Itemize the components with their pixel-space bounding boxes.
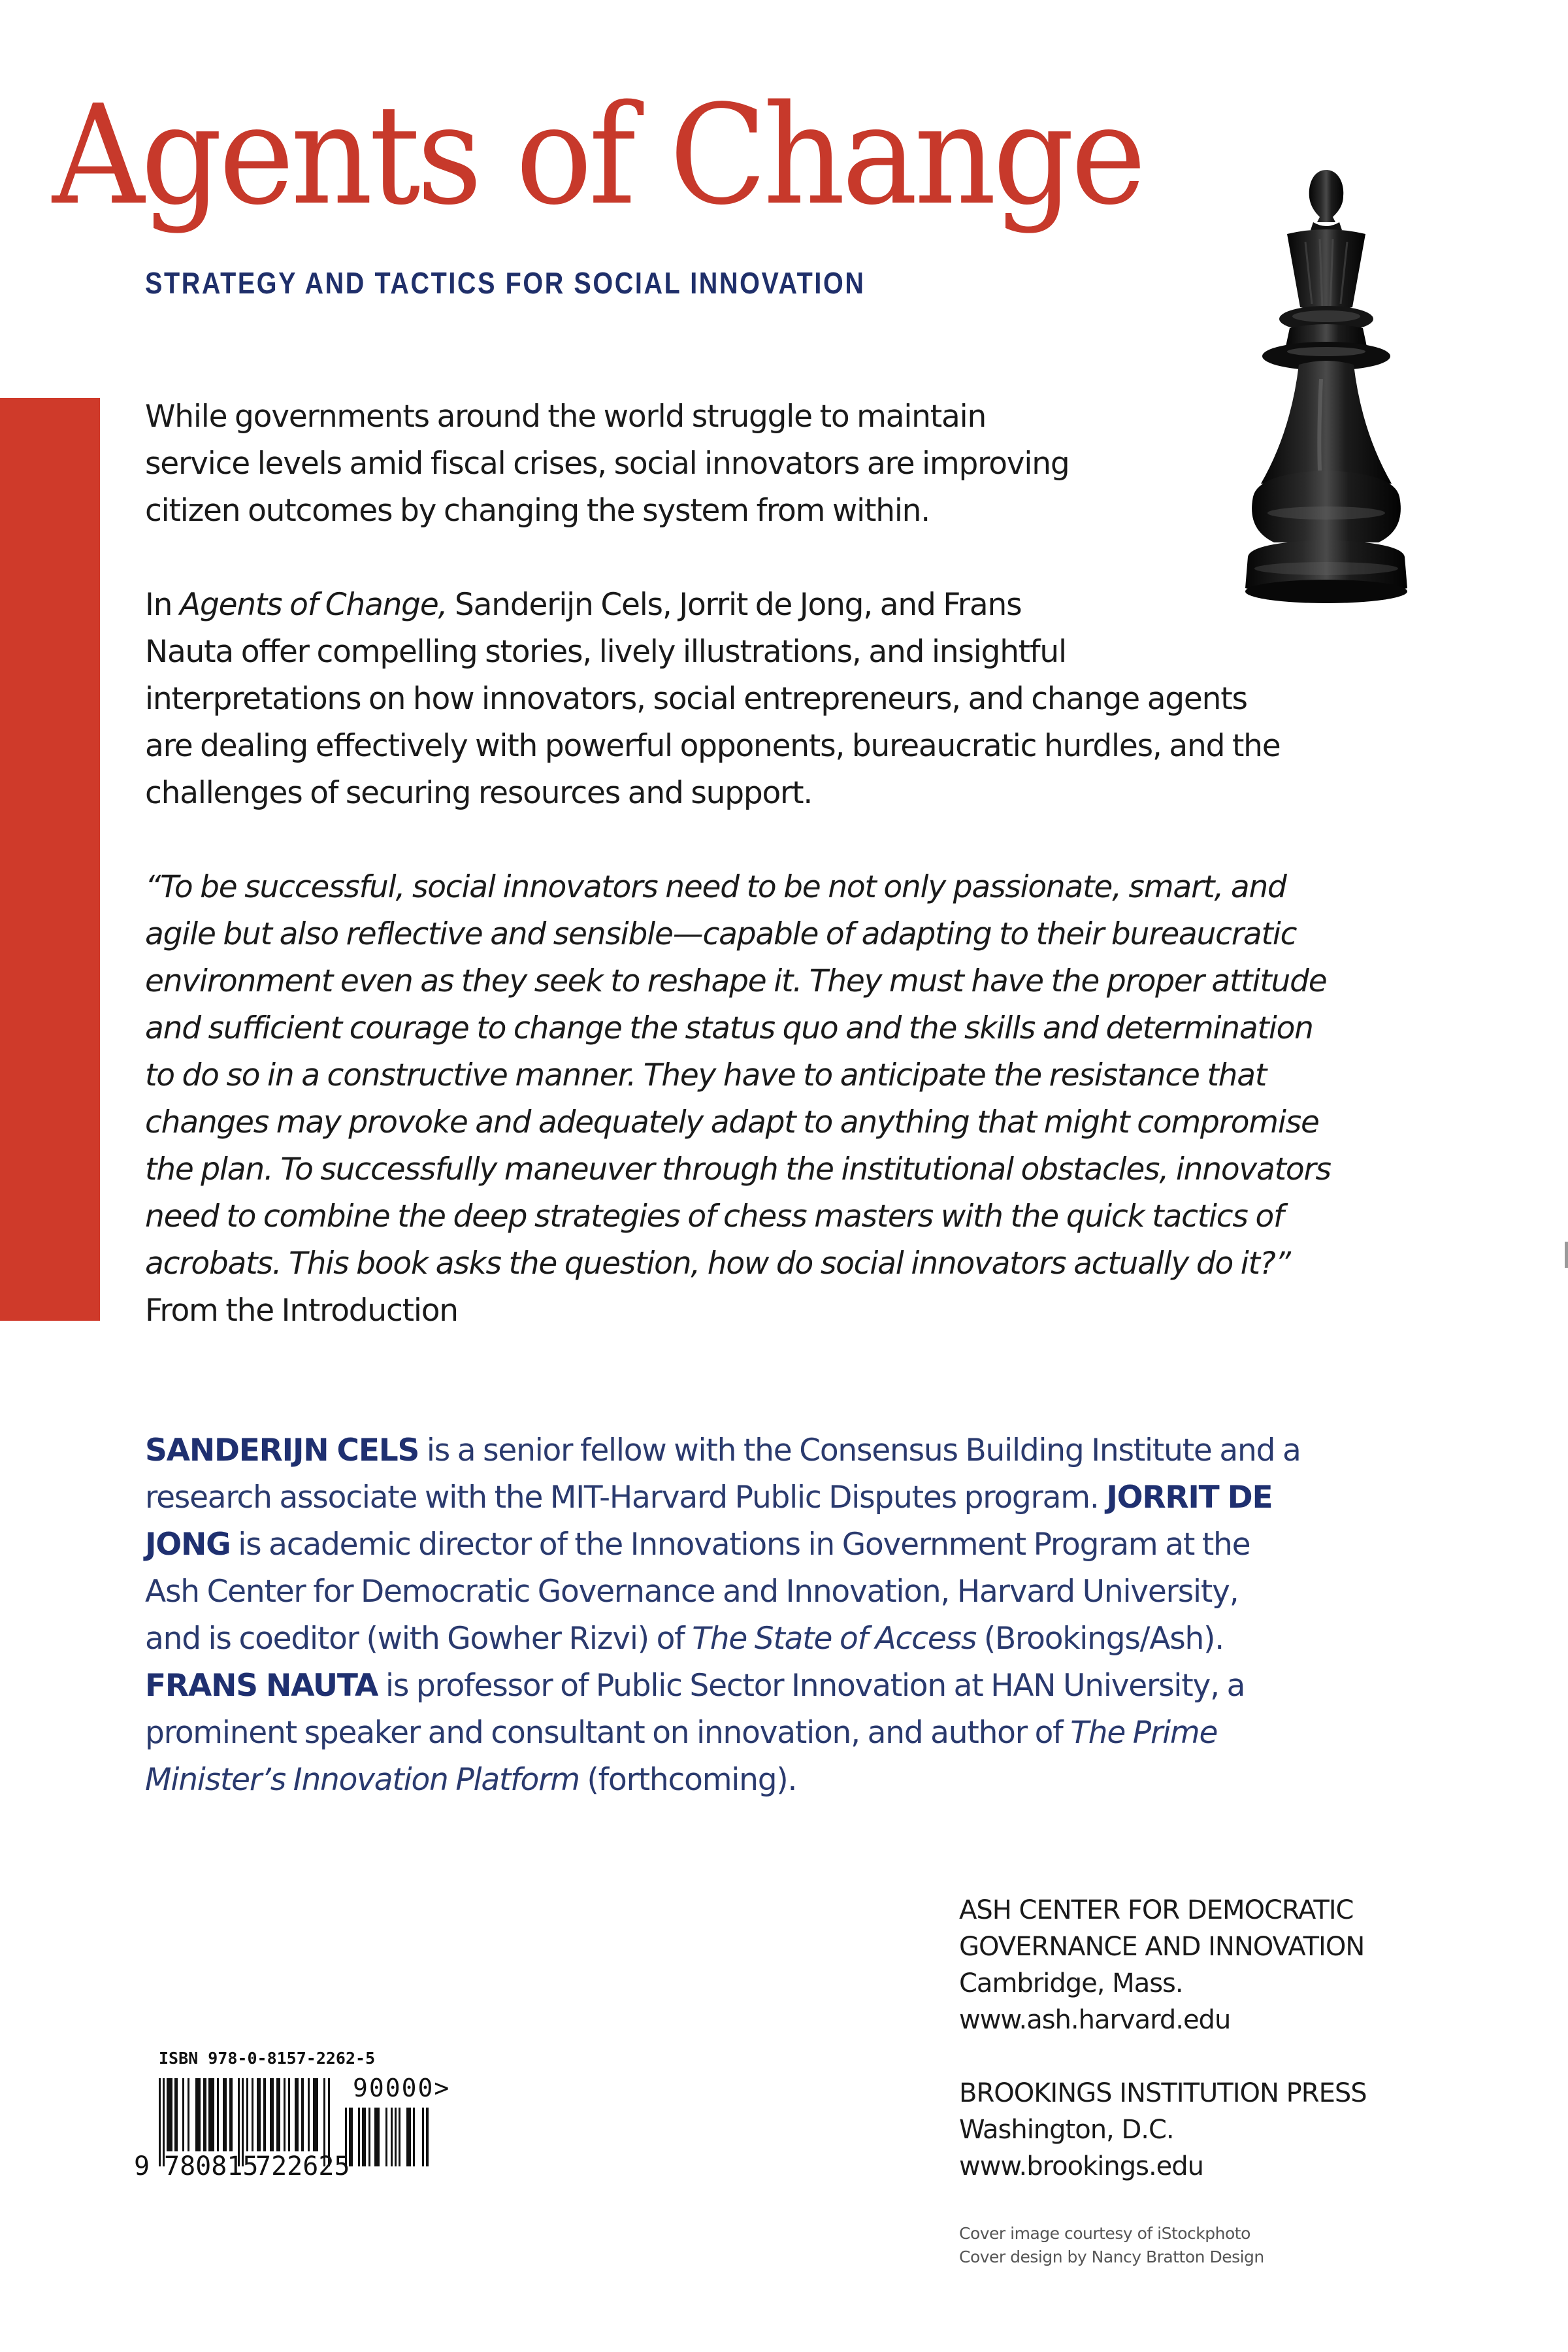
isbn-label: ISBN 978-0-8157-2262-5 [159,2049,376,2068]
book-title-italic: Agents of Change, [180,587,448,623]
publisher-location: Cambridge, Mass. [959,1968,1183,1998]
text-line: Nauta offer compelling stories, lively illustrations, and insightful [145,634,1066,670]
text-run: is a senior fellow with the Consensus Building Institute and a [419,1433,1301,1468]
chess-king-icon [1222,157,1431,627]
isbn-barcode [134,2049,461,2193]
publisher-website: www.brookings.edu [959,2151,1204,2181]
description-paragraph-1 [145,393,1164,535]
book-title-italic: The Prime [1070,1715,1218,1751]
bio-line [145,1710,1426,1757]
bio-line [145,1615,1426,1663]
price-addon-code: 90000> [353,2074,451,2102]
publisher-ash-center [959,1892,1367,2038]
text-line: citizen outcomes by changing the system from within. [145,493,930,529]
ean-group-1: 780815 [164,2151,259,2181]
bio-line [145,1521,1426,1568]
quote-attribution: From the Introduction [145,1293,458,1329]
publisher-location: Washington, D.C. [959,2115,1174,2145]
image-credit: Cover image courtesy of iStockphoto [959,2224,1250,2243]
scan-edge-artifact [1565,1242,1568,1268]
publisher-website: www.ash.harvard.edu [959,2005,1231,2035]
author-name: JONG [145,1527,231,1563]
bio-line [145,1663,1426,1710]
text-run: and is coeditor (with Gowher Rizvi) of [145,1621,693,1657]
author-name: JORRIT DE [1106,1480,1273,1516]
quote-line: the plan. To successfully maneuver through the institutional obstacles, innovators [145,1151,1331,1187]
publisher-name: GOVERNANCE AND INNOVATION [959,1932,1365,1962]
text-run: prominent speaker and consultant on innovation, and author of [145,1715,1071,1751]
book-title: Agents of Change [52,75,1143,235]
book-title-italic: The State of Access [692,1621,977,1657]
quote-line: changes may provoke and adequately adapt to anything that might compromise [145,1104,1319,1140]
text-line: challenges of securing resources and support. [145,775,813,811]
publisher-name: BROOKINGS INSTITUTION PRESS [959,2078,1367,2108]
ean-lead-digit: 9 [134,2151,150,2181]
text-line: service levels amid fiscal crises, social innovators are improving [145,446,1070,482]
introduction-quote [145,864,1426,1334]
quote-line: environment even as they seek to reshape it. They must have the proper attitude [145,963,1327,999]
bio-line [145,1757,1426,1804]
ean-digits [134,2152,350,2181]
quote-line: and sufficient courage to change the status quo and the skills and determination [145,1010,1313,1046]
quote-line: acrobats. This book asks the question, how do social innovators actually do it?” [145,1246,1290,1282]
text-run: (forthcoming). [579,1762,797,1798]
book-subtitle: STRATEGY AND TACTICS FOR SOCIAL INNOVATION [145,266,866,300]
text-run: In [145,587,180,623]
publisher-brookings [959,2075,1367,2185]
author-name: FRANS NAUTA [145,1668,378,1704]
text-run: research associate with the MIT-Harvard Public Disputes program. [145,1480,1107,1516]
publisher-info [959,1892,1367,2185]
text-line: interpretations on how innovators, social entrepreneurs, and change agents [145,681,1247,717]
text-line: While governments around the world struggle to maintain [145,399,987,435]
ean-group-2: 722625 [255,2151,350,2181]
text-run: Sanderijn Cels, Jorrit de Jong, and Frans [447,587,1022,623]
bio-line [145,1474,1426,1521]
addon-barcode-bars-icon [345,2108,433,2166]
bio-line [145,1427,1426,1474]
publisher-name: ASH CENTER FOR DEMOCRATIC [959,1895,1354,1925]
quote-line: agile but also reflective and sensible—capable of adapting to their bureaucratic [145,916,1297,952]
author-name: SANDERIJN CELS [145,1433,419,1468]
book-title-italic: Minister’s Innovation Platform [145,1762,580,1798]
quote-line: to do so in a constructive manner. They have to anticipate the resistance that [145,1057,1267,1093]
description-paragraph-2 [145,582,1426,817]
text-line [145,582,1426,629]
text-run: is professor of Public Sector Innovation at HAN University, a [378,1668,1245,1704]
author-bios [145,1427,1426,1804]
quote-line: need to combine the deep strategies of chess masters with the quick tactics of [145,1199,1284,1234]
quote-line: “To be successful, social innovators need to be not only passionate, smart, and [145,869,1286,905]
text-line: are dealing effectively with powerful opponents, bureaucratic hurdles, and the [145,728,1281,764]
bio-line: Ash Center for Democratic Governance and Innovation, Harvard University, [145,1574,1239,1610]
text-run: (Brookings/Ash). [976,1621,1224,1657]
design-credit: Cover design by Nancy Bratton Design [959,2247,1264,2266]
text-run: is academic director of the Innovations in Government Program at the [230,1527,1250,1563]
cover-credits [959,2222,1264,2269]
accent-bar [0,398,100,1321]
